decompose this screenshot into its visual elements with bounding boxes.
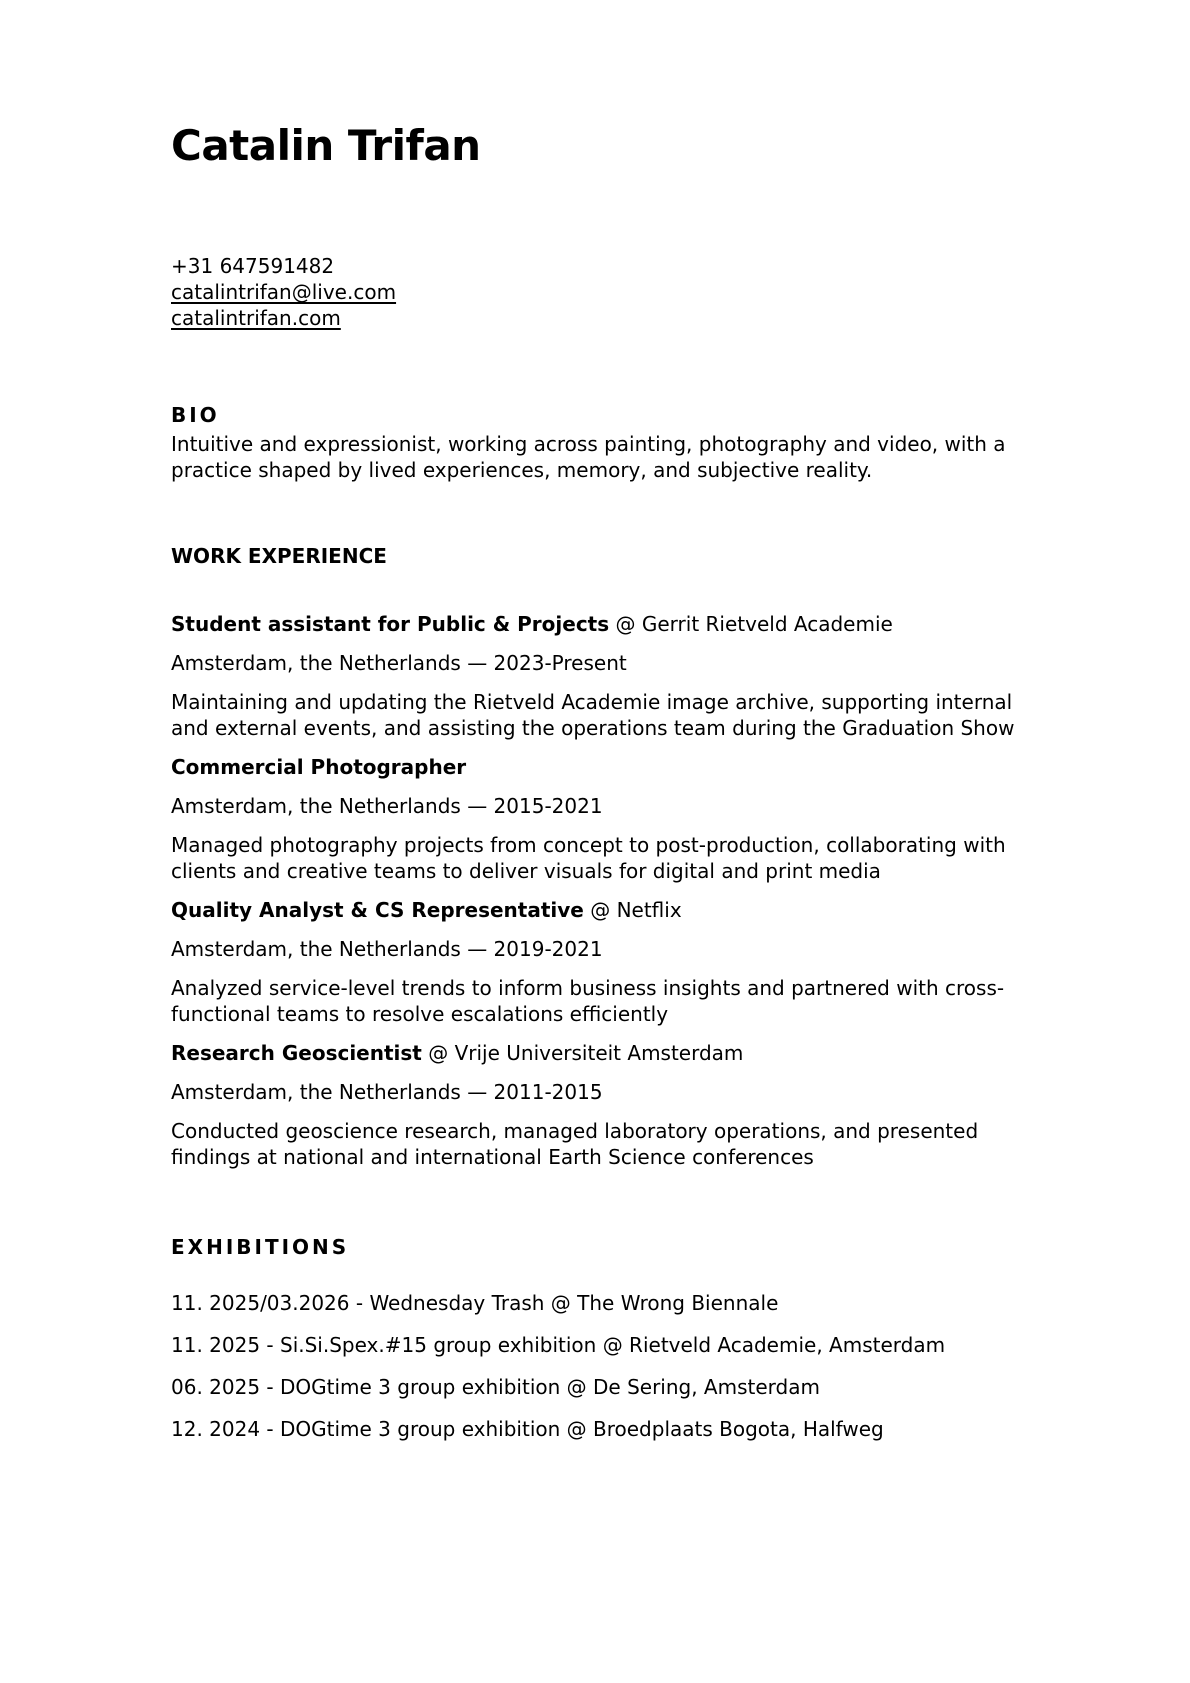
- job-entry: [171, 754, 1051, 884]
- job-title: Student assistant for Public & Projects: [171, 612, 610, 636]
- bio-text: Intuitive and expressionist, working across painting, photography and video, with a practice shaped by lived experiences, memory, and subjective reality.: [171, 432, 1006, 482]
- job-description: Maintaining and updating the Rietveld Academie image archive, supporting internal and external events, and assisting the operations team during the Graduation Show: [171, 690, 1015, 740]
- job-description: Analyzed service-level trends to inform business insights and partnered with cross-functional teams to resolve escalations efficiently: [171, 976, 1005, 1026]
- job-employer: @ Gerrit Rietveld Academie: [609, 612, 893, 636]
- exhibitions-heading: EXHIBITIONS: [171, 1235, 350, 1259]
- email-link[interactable]: catalintrifan@live.com: [171, 280, 397, 304]
- exhibitions-list: [171, 1290, 945, 1458]
- job-description: Conducted geoscience research, managed laboratory operations, and presented findings at national and international Earth Science conferences: [171, 1119, 979, 1169]
- job-employer: @ Vrije Universiteit Amsterdam: [421, 1041, 744, 1065]
- job-title: Quality Analyst & CS Representative: [171, 898, 584, 922]
- contact-block: [171, 253, 396, 331]
- work-experience-heading: WORK EXPERIENCE: [171, 544, 387, 568]
- job-title: Research Geoscientist: [171, 1041, 422, 1065]
- job-location-dates: Amsterdam, the Netherlands — 2023-Present: [171, 651, 627, 675]
- job-entry: [171, 1040, 1051, 1170]
- work-experience-list: [171, 611, 1051, 1170]
- job-entry: [171, 897, 1051, 1027]
- job-employer: @ Netflix: [583, 898, 682, 922]
- exhibition-item: 11. 2025/03.2026 - Wednesday Trash @ The Wrong Biennale: [171, 1291, 779, 1315]
- exhibition-item: 06. 2025 - DOGtime 3 group exhibition @ De Sering, Amsterdam: [171, 1375, 820, 1399]
- website-link[interactable]: catalintrifan.com: [171, 306, 341, 330]
- exhibition-item: 11. 2025 - Si.Si.Spex.#15 group exhibition @ Rietveld Academie, Amsterdam: [171, 1333, 946, 1357]
- exhibition-item: 12. 2024 - DOGtime 3 group exhibition @ Broedplaats Bogota, Halfweg: [171, 1417, 884, 1441]
- bio-heading: BIO: [171, 403, 220, 427]
- phone-number: +31 647591482: [171, 254, 335, 278]
- job-location-dates: Amsterdam, the Netherlands — 2019-2021: [171, 937, 603, 961]
- job-description: Managed photography projects from concept to post-production, collaborating with clients and creative teams to deliver visuals for digital and print media: [171, 833, 1006, 883]
- job-title: Commercial Photographer: [171, 755, 467, 779]
- job-location-dates: Amsterdam, the Netherlands — 2015-2021: [171, 794, 603, 818]
- job-location-dates: Amsterdam, the Netherlands — 2011-2015: [171, 1080, 603, 1104]
- person-name: Catalin Trifan: [171, 121, 481, 170]
- job-entry: [171, 611, 1051, 741]
